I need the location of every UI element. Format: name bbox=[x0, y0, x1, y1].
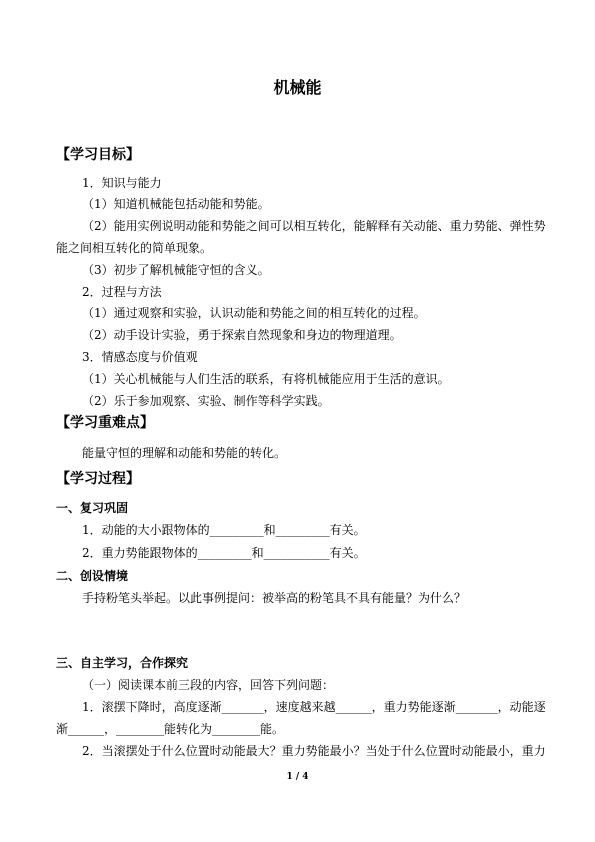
scenario-heading: 二、创设情境 bbox=[56, 569, 129, 583]
knowledge-item-3: （3）初步了解机械能守恒的含义。 bbox=[82, 263, 270, 277]
attitude-label: 3．情感态度与价值观 bbox=[82, 350, 198, 364]
attitude-item-2: （2）乐于参加观察、实验、制作等科学实践。 bbox=[82, 394, 330, 408]
review-item-2: 2．重力势能跟物体的_________和___________有关。 bbox=[82, 546, 366, 560]
methods-item-1: （1）通过观察和实验，认识动能和势能之间的相互转化的过程。 bbox=[82, 306, 426, 320]
objectives-heading: 【学习目标】 bbox=[56, 147, 140, 163]
explore-item-2: 2．当滚摆处于什么位置时动能最大？重力势能最小？当处于什么位置时动能最小，重力 bbox=[82, 744, 546, 758]
methods-label: 2．过程与方法 bbox=[82, 285, 162, 299]
key-points-text: 能量守恒的理解和动能和势能的转化。 bbox=[82, 446, 287, 460]
explore-intro: （一）阅读课本前三段的内容，回答下列问题： bbox=[82, 678, 335, 692]
document-title: 机械能 bbox=[273, 78, 322, 97]
explore-heading: 三、自主学习，合作探究 bbox=[56, 656, 189, 670]
key-points-heading: 【学习重难点】 bbox=[56, 415, 154, 431]
page-number: 1 / 4 bbox=[286, 772, 309, 782]
knowledge-item-2-continued: 能之间相互转化的简单现象。 bbox=[56, 241, 213, 255]
review-item-1: 1．动能的大小跟物体的_________和_________有关。 bbox=[82, 523, 366, 537]
explore-item-1: 1．滚摆下降时，高度逐渐_______，速度越来越______，重力势能逐渐_______，动能逐 bbox=[82, 700, 546, 714]
review-heading: 一、复习巩固 bbox=[56, 501, 129, 515]
methods-item-2: （2）动手设计实验，勇于探索自然现象和身边的物理道理。 bbox=[82, 328, 402, 342]
knowledge-label: 1．知识与能力 bbox=[82, 176, 162, 190]
explore-item-1-continued: 渐______，________能转化为________能。 bbox=[56, 722, 285, 736]
knowledge-item-1: （1）知道机械能包括动能和势能。 bbox=[82, 197, 270, 211]
attitude-item-1: （1）关心机械能与人们生活的联系，有将机械能应用于生活的意识。 bbox=[82, 372, 450, 386]
process-heading: 【学习过程】 bbox=[56, 471, 140, 487]
knowledge-item-2: （2）能用实例说明动能和势能之间可以相互转化，能解释有关动能、重力势能、弹性势 bbox=[82, 219, 546, 233]
scenario-text: 手持粉笔头举起。以此事例提问：被举高的粉笔具不具有能量？为什么？ bbox=[82, 591, 467, 605]
